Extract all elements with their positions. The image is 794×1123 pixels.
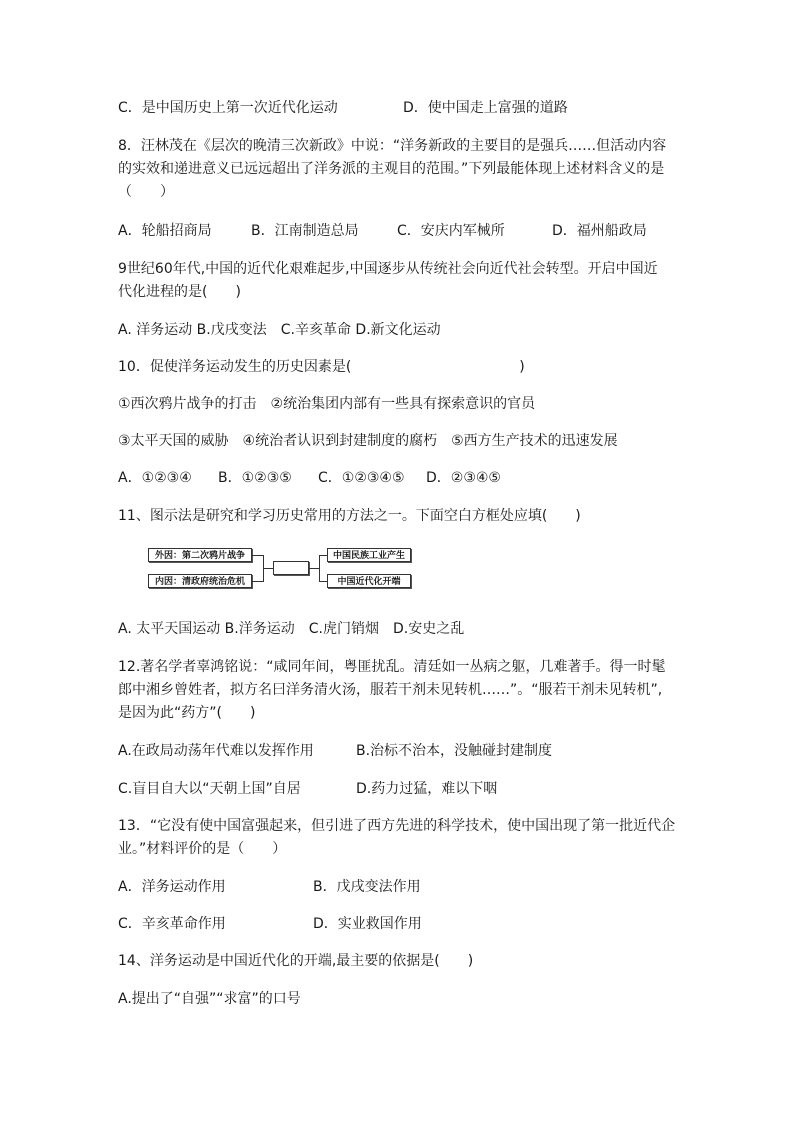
diagram-connector bbox=[252, 555, 263, 556]
diagram-connector bbox=[319, 581, 327, 582]
q13-stem-line1: 13．“它没有使中国富强起来，但引进了西方先进的科学技术，使中国出现了第一批近代企 bbox=[118, 818, 676, 834]
q12-stem-line3: 是因为此“药方”( ) bbox=[118, 705, 256, 721]
q8-stem-line1: 8．汪林茂在《层次的晚清三次新政》中说：“洋务新政的主要目的是强兵……但活动内容 bbox=[118, 138, 667, 154]
q13-option-d: D．实业救国作用 bbox=[313, 916, 422, 932]
diagram-connector bbox=[319, 555, 327, 556]
q10-option-b: B．①②③⑤ bbox=[218, 470, 292, 486]
q12-option-a: A.在政局动荡年代难以发挥作用 bbox=[118, 743, 314, 759]
q7-option-c: C．是中国历史上第一次近代化运动 bbox=[118, 100, 338, 116]
q10-option-c: C．①②③④⑤ bbox=[318, 470, 405, 486]
q9-stem-line1: 9世纪60年代,中国的近代化艰难起步,中国逐步从传统社会向近代社会转型。开启中国近 bbox=[118, 261, 658, 277]
q12-option-d: D.药力过猛，难以下咽 bbox=[356, 781, 498, 797]
q10-factors-line2: ③太平天国的威胁 ④统治者认识到封建制度的腐朽 ⑤西方生产技术的迅速发展 bbox=[118, 433, 618, 449]
q8-stem-line2: 的实效和递进意义已远远超出了洋务派的主观目的范围。”下列最能体现上述材料含义的是 bbox=[118, 161, 665, 177]
q11-stem: 11、图示法是研究和学习历史常用的方法之一。下面空白方框处应填( ) bbox=[118, 508, 581, 524]
diagram-connector bbox=[319, 555, 320, 582]
q13-option-c: C．辛亥革命作用 bbox=[118, 916, 226, 932]
q8-option-c: C．安庆内军械所 bbox=[397, 223, 505, 239]
q10-option-d: D．②③④⑤ bbox=[426, 470, 501, 486]
q13-stem-line2: 业。”材料评价的是（ ） bbox=[118, 841, 287, 857]
q12-option-b: B.治标不治本，没触碰封建制度 bbox=[356, 743, 553, 759]
q8-option-d: D．福州船政局 bbox=[552, 223, 647, 239]
q11-options: A. 太平天国运动 B.洋务运动 C.虎门销烟 D.安史之乱 bbox=[118, 621, 465, 637]
q11-diagram bbox=[148, 546, 414, 594]
diagram-box-external-cause: 外因：第二次鸦片战争 bbox=[148, 548, 252, 562]
q10-option-a: A．①②③④ bbox=[118, 470, 192, 486]
diagram-box-result-modernization: 中国近代化开端 bbox=[327, 574, 411, 588]
diagram-connector bbox=[309, 568, 319, 569]
q8-option-a: A．轮船招商局 bbox=[118, 223, 212, 239]
diagram-box-internal-cause: 内因：清政府统治危机 bbox=[148, 574, 252, 588]
q13-option-b: B．戊戌变法作用 bbox=[313, 879, 421, 895]
q9-stem-line2: 代化进程的是( ) bbox=[118, 284, 241, 300]
q9-options: A. 洋务运动 B.戊戌变法 C.辛亥革命 D.新文化运动 bbox=[118, 322, 441, 338]
q13-option-a: A．洋务运动作用 bbox=[118, 879, 226, 895]
diagram-connector bbox=[263, 568, 273, 569]
q12-stem-line2: 郎中湘乡曾姓者，拟方名曰洋务清火汤，服若干剂未见转机……”。“服若干剂未见转机”, bbox=[118, 682, 663, 698]
diagram-box-result-industry: 中国民族工业产生 bbox=[327, 548, 411, 562]
q14-stem: 14、洋务运动是中国近代化的开端,最主要的依据是( ) bbox=[118, 953, 474, 969]
q10-factors-line1: ①西次鸦片战争的打击 ②统治集团内部有一些具有探索意识的官员 bbox=[118, 396, 536, 412]
q10-stem: 10．促使洋务运动发生的历史因素是( ) bbox=[118, 359, 525, 375]
diagram-blank-box bbox=[273, 561, 309, 575]
q12-stem-line1: 12.著名学者辜鸿铭说：“咸同年间，粤匪扰乱。清廷如一丛病之躯，几难著手。得一时髦 bbox=[118, 659, 666, 675]
q7-option-d: D．使中国走上富强的道路 bbox=[403, 100, 568, 116]
q8-option-b: B．江南制造总局 bbox=[251, 223, 359, 239]
q14-option-a: A.提出了“自强”“求富”的口号 bbox=[118, 991, 301, 1007]
diagram-connector bbox=[252, 581, 263, 582]
q8-stem-line3: （ ） bbox=[118, 184, 174, 200]
q12-option-c: C.盲目自大以“天朝上国”自居 bbox=[118, 781, 301, 797]
